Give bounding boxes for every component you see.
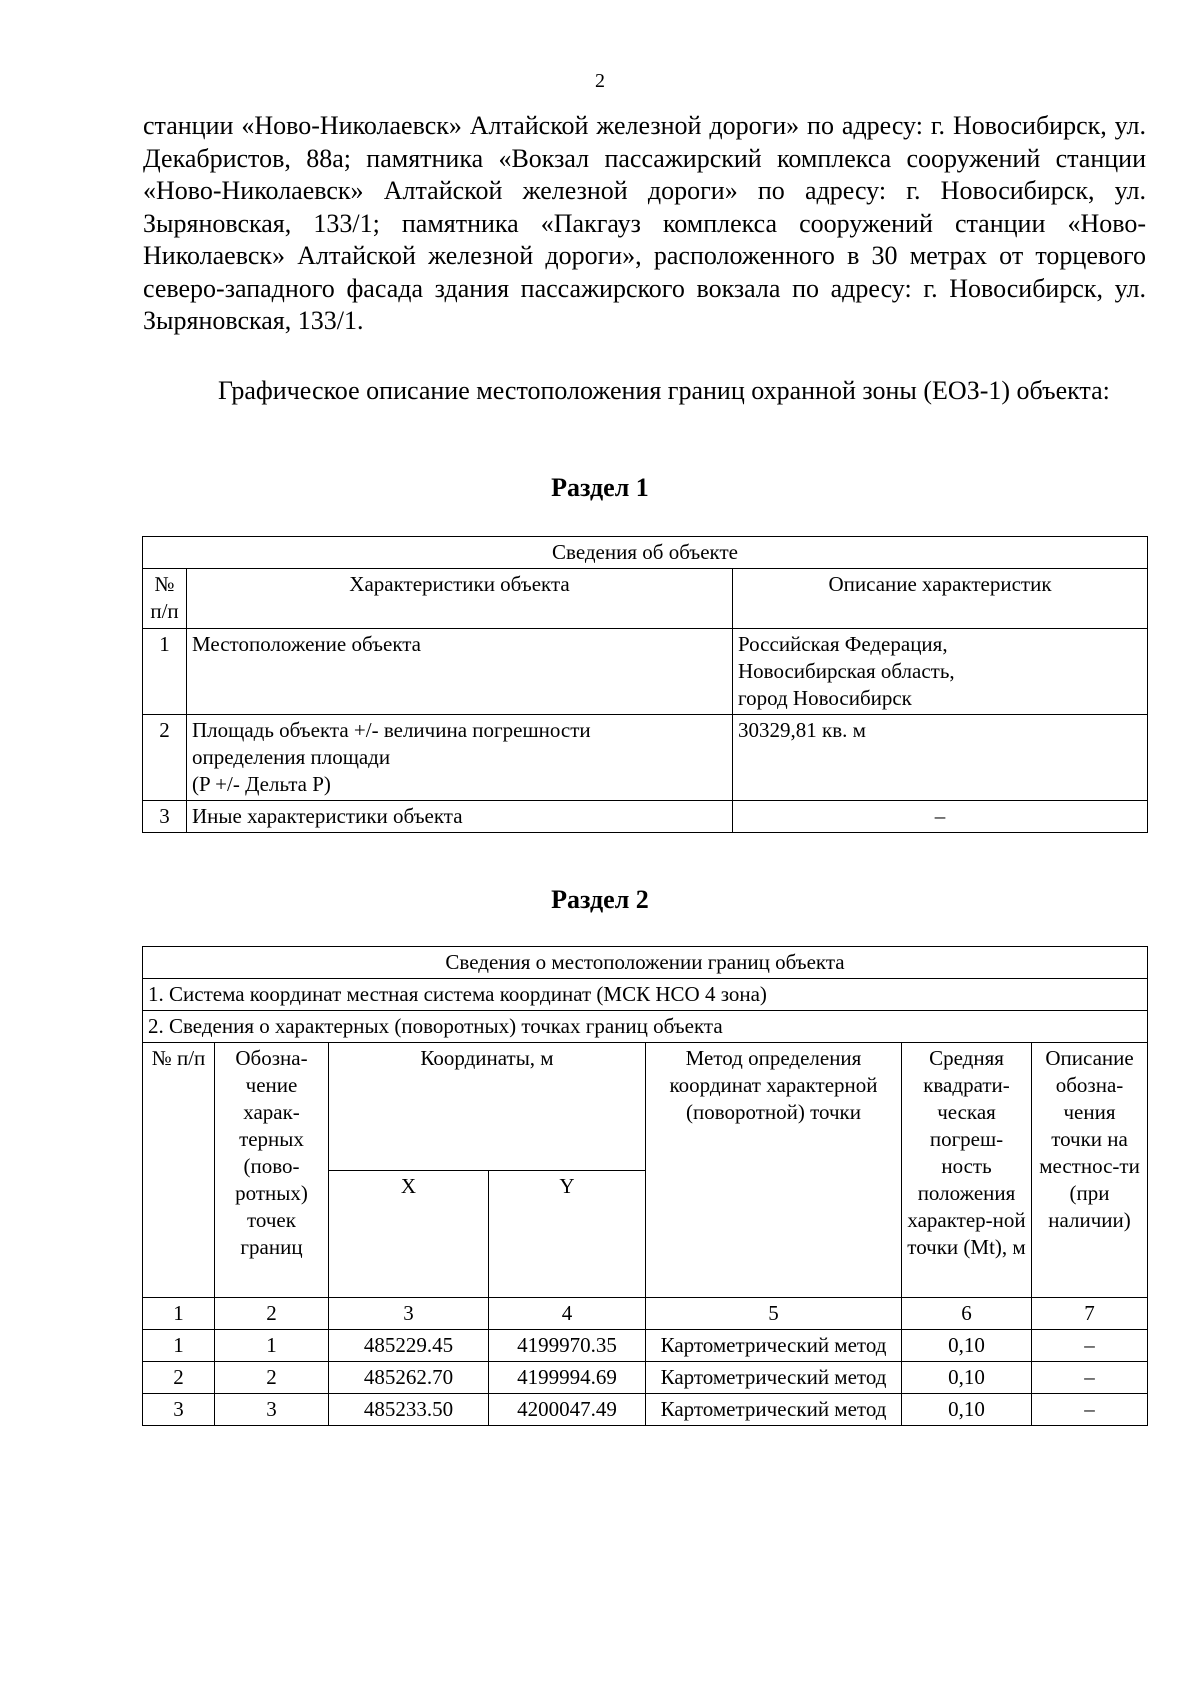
row-characteristic: Иные характеристики объекта: [187, 801, 733, 833]
object-info-table: [142, 536, 1148, 833]
description-line: город Новосибирск: [738, 686, 912, 710]
header-point-description: Описание обозна-чения точки на местнос-ти (при наличии): [1032, 1043, 1148, 1298]
point-method: Картометрический метод: [646, 1362, 902, 1394]
column-number: 4: [489, 1298, 646, 1330]
header-description: Описание характеристик: [733, 569, 1148, 629]
description-line: Новосибирская область,: [738, 659, 955, 683]
row-characteristic: Местоположение объекта: [187, 629, 733, 715]
points-title: 2. Сведения о характерных (поворотных) точках границ объекта: [143, 1011, 1148, 1043]
row-characteristic: [187, 715, 733, 801]
intro-paragraph: станции «Ново-Николаевск» Алтайской железной дороги» по адресу: г. Новосибирск, ул. Декабристов, 88а; памятника «Вокзал пассажирский комплекса сооружений станции «Ново-Николаевск» Алтайской железной дороги» по адресу: г. Новосибирск, ул. Зыряновская, 133/1; памятника «Пакгауз комплекса сооружений станции «Ново-Николаевск» Алтайской железной дороги», расположенного в 30 метрах от торцевого северо-западного фасада здания пассажирского вокзала по адресу: г. Новосибирск, ул. Зыряновская, 133/1.: [143, 111, 1146, 335]
section1-title: Раздел 1: [551, 473, 649, 502]
header-method: Метод определения координат характерной (поворотной) точки: [646, 1043, 902, 1298]
description-line: Российская Федерация,: [738, 632, 948, 656]
coordinate-system: 1. Система координат местная система координат (МСК НСО 4 зона): [143, 979, 1148, 1011]
point-y: 4200047.49: [489, 1394, 646, 1426]
table-row: [143, 1362, 1148, 1394]
row-description: [733, 629, 1148, 715]
table-row: [143, 1394, 1148, 1426]
header-characteristic: Характеристики объекта: [187, 569, 733, 629]
characteristic-line: (P +/- Дельта P): [192, 772, 331, 796]
table-row: [143, 1330, 1148, 1362]
point-method: Картометрический метод: [646, 1394, 902, 1426]
graphic-description-paragraph: Графическое описание местоположения границ охранной зоны (ЕОЗ-1) объекта:: [218, 376, 1110, 405]
point-num: 2: [143, 1362, 215, 1394]
point-designation: 3: [215, 1394, 329, 1426]
row-num: 3: [143, 801, 187, 833]
point-y: 4199970.35: [489, 1330, 646, 1362]
section2-title: Раздел 2: [551, 885, 649, 914]
point-method: Картометрический метод: [646, 1330, 902, 1362]
point-designation: 1: [215, 1330, 329, 1362]
point-error: 0,10: [902, 1362, 1032, 1394]
point-y: 4199994.69: [489, 1362, 646, 1394]
point-description: –: [1032, 1330, 1148, 1362]
table2-title: Сведения о местоположении границ объекта: [143, 947, 1148, 979]
point-designation: 2: [215, 1362, 329, 1394]
header-num: № п/п: [143, 1043, 215, 1298]
point-description: –: [1032, 1394, 1148, 1426]
point-x: 485229.45: [329, 1330, 489, 1362]
characteristic-line: определения площади: [192, 745, 391, 769]
header-designation: Обозна-чение харак-терных (пово-ротных) точек границ: [215, 1043, 329, 1298]
page-number: 2: [595, 70, 605, 92]
row-description: –: [733, 801, 1148, 833]
table-row: [143, 801, 1148, 833]
table-row: [143, 715, 1148, 801]
column-number: 7: [1032, 1298, 1148, 1330]
column-numbers-row: [143, 1298, 1148, 1330]
column-number: 1: [143, 1298, 215, 1330]
point-error: 0,10: [902, 1394, 1032, 1426]
header-error: Средняя квадрати-ческая погреш-ность положения характер-ной точки (Mt), м: [902, 1043, 1032, 1298]
table1-title: Сведения об объекте: [143, 537, 1148, 569]
header-coordinates: Координаты, м: [329, 1043, 646, 1171]
point-x: 485233.50: [329, 1394, 489, 1426]
coordinates-table: [142, 946, 1148, 1426]
characteristic-line: Площадь объекта +/- величина погрешности: [192, 718, 591, 742]
point-num: 1: [143, 1330, 215, 1362]
row-num: 1: [143, 629, 187, 715]
header-num: № п/п: [143, 569, 187, 629]
header-x: X: [329, 1170, 489, 1298]
row-num: 2: [143, 715, 187, 801]
point-num: 3: [143, 1394, 215, 1426]
point-description: –: [1032, 1362, 1148, 1394]
table-row: [143, 629, 1148, 715]
column-number: 5: [646, 1298, 902, 1330]
column-number: 6: [902, 1298, 1032, 1330]
column-number: 2: [215, 1298, 329, 1330]
point-error: 0,10: [902, 1330, 1032, 1362]
point-x: 485262.70: [329, 1362, 489, 1394]
row-description: 30329,81 кв. м: [733, 715, 1148, 801]
column-number: 3: [329, 1298, 489, 1330]
header-y: Y: [489, 1170, 646, 1298]
